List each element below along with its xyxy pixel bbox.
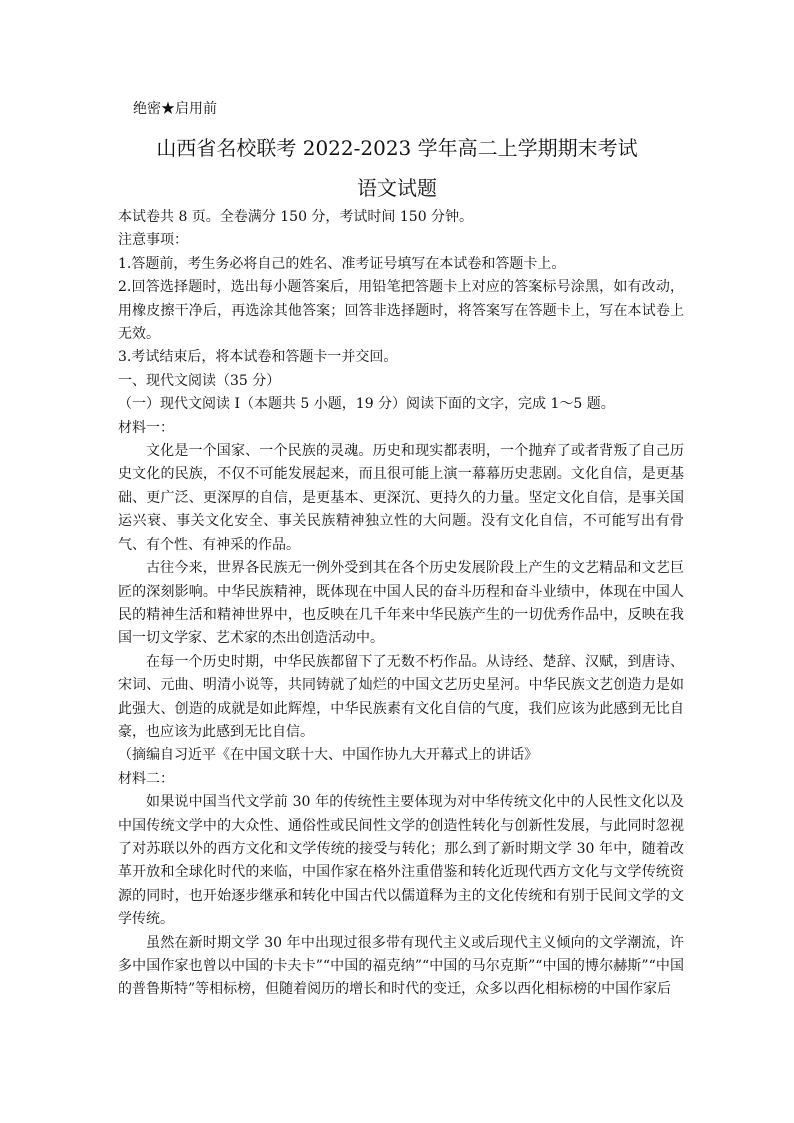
part-heading: （一）现代文阅读 I（本题共 5 小题，19 分）阅读下面的文字，完成 1～5 题。: [118, 396, 615, 413]
notes-heading: 注意事项：: [118, 232, 188, 249]
material1-paragraph: 古往今来，世界各民族无一例外受到其在各个历史发展阶段上产生的文艺精品和文艺巨匠的深刻影响。中华民族精神，既体现在中国人民的奋斗历程和奋斗业绩中，体现在中国人民的精神生活和精神世界中，也反映在几千年来中华民族产生的一切优秀作品中，反映在我国一切文学家、艺术家的杰出创造活动中。: [118, 560, 684, 647]
material2-label: 材料二：: [118, 770, 174, 787]
note-2: 2.回答选择题时，选出每小题答案后，用铅笔把答题卡上对应的答案标号涂黑，如有改动，用橡皮擦干净后，再选涂其他答案；回答非选择题时，将答案写在答题卡上，写在本试卷上无效。: [118, 279, 684, 343]
confidential-mark: 绝密★启用前: [133, 101, 217, 117]
exam-title: 山西省名校联考 2022-2023 学年高二上学期期末考试: [156, 136, 638, 160]
subject-title: 语文试题: [357, 176, 437, 200]
exam-body: [118, 206, 684, 1002]
note-1: 1.答题前，考生务必将自己的姓名、准考证号填写在本试卷和答题卡上。: [118, 255, 566, 272]
section-heading: 一、现代文阅读（35 分）: [118, 372, 281, 389]
material2-paragraph: 虽然在新时期文学 30 年中出现过很多带有现代主义或后现代主义倾向的文学潮流，许多中国作家也曾以中国的卡夫卡”“中国的福克纳”“中国的马尔克斯”“中国的博尔赫斯”“中国的普鲁斯特”等相标榜，但随着阅历的增长和时代的变迁，众多以西化相标榜的中国作家后: [118, 934, 684, 998]
material1-paragraph: 在每一个历史时期，中华民族都留下了无数不朽作品。从诗经、楚辞、汉赋，到唐诗、宋词、元曲、明清小说等，共同铸就了灿烂的中国文艺历史星河。中华民族文艺创造力是如此强大、创造的成就是如此辉煌，中华民族素有文化自信的气度，我们应该为此感到无比自豪，也应该为此感到无比自信。: [118, 653, 684, 740]
exam-summary: 本试卷共 8 页。全卷满分 150 分，考试时间 150 分钟。: [118, 209, 474, 225]
material1-source: （摘编自习近平《在中国文联十大、中国作协九大开幕式上的讲话》: [118, 747, 538, 764]
note-3: 3.考试结束后，将本试卷和答题卡一并交回。: [118, 349, 398, 366]
material2-paragraph: 如果说中国当代文学前 30 年的传统性主要体现为对中华传统文化中的人民性文化以及中国传统文学中的大众性、通俗性或民间性文学的创造性转化与创新性发展，与此同时忽视了对苏联以外的西方文化和文学传统的接受与转化；那么到了新时期文学 30 年中，随着改革开放和全球化时代的来临，中国作家在格外注重借鉴和转化近现代西方文化与文学传统资源的同时，也开始逐步继承和转化中国古代以儒道释为主的文化传统和有别于民间文学的文学传统。: [118, 794, 684, 928]
material1-label: 材料一：: [118, 419, 174, 436]
material1-paragraph: 文化是一个国家、一个民族的灵魂。历史和现实都表明，一个抛弃了或者背叛了自己历史文化的民族，不仅不可能发展起来，而且很可能上演一幕幕历史悲剧。文化自信，是更基础、更广泛、更深厚的自信，是更基本、更深沉、更持久的力量。坚定文化自信，是事关国运兴衰、事关文化安全、事关民族精神独立性的大问题。没有文化自信，不可能写出有骨气、有个性、有神采的作品。: [118, 443, 684, 553]
